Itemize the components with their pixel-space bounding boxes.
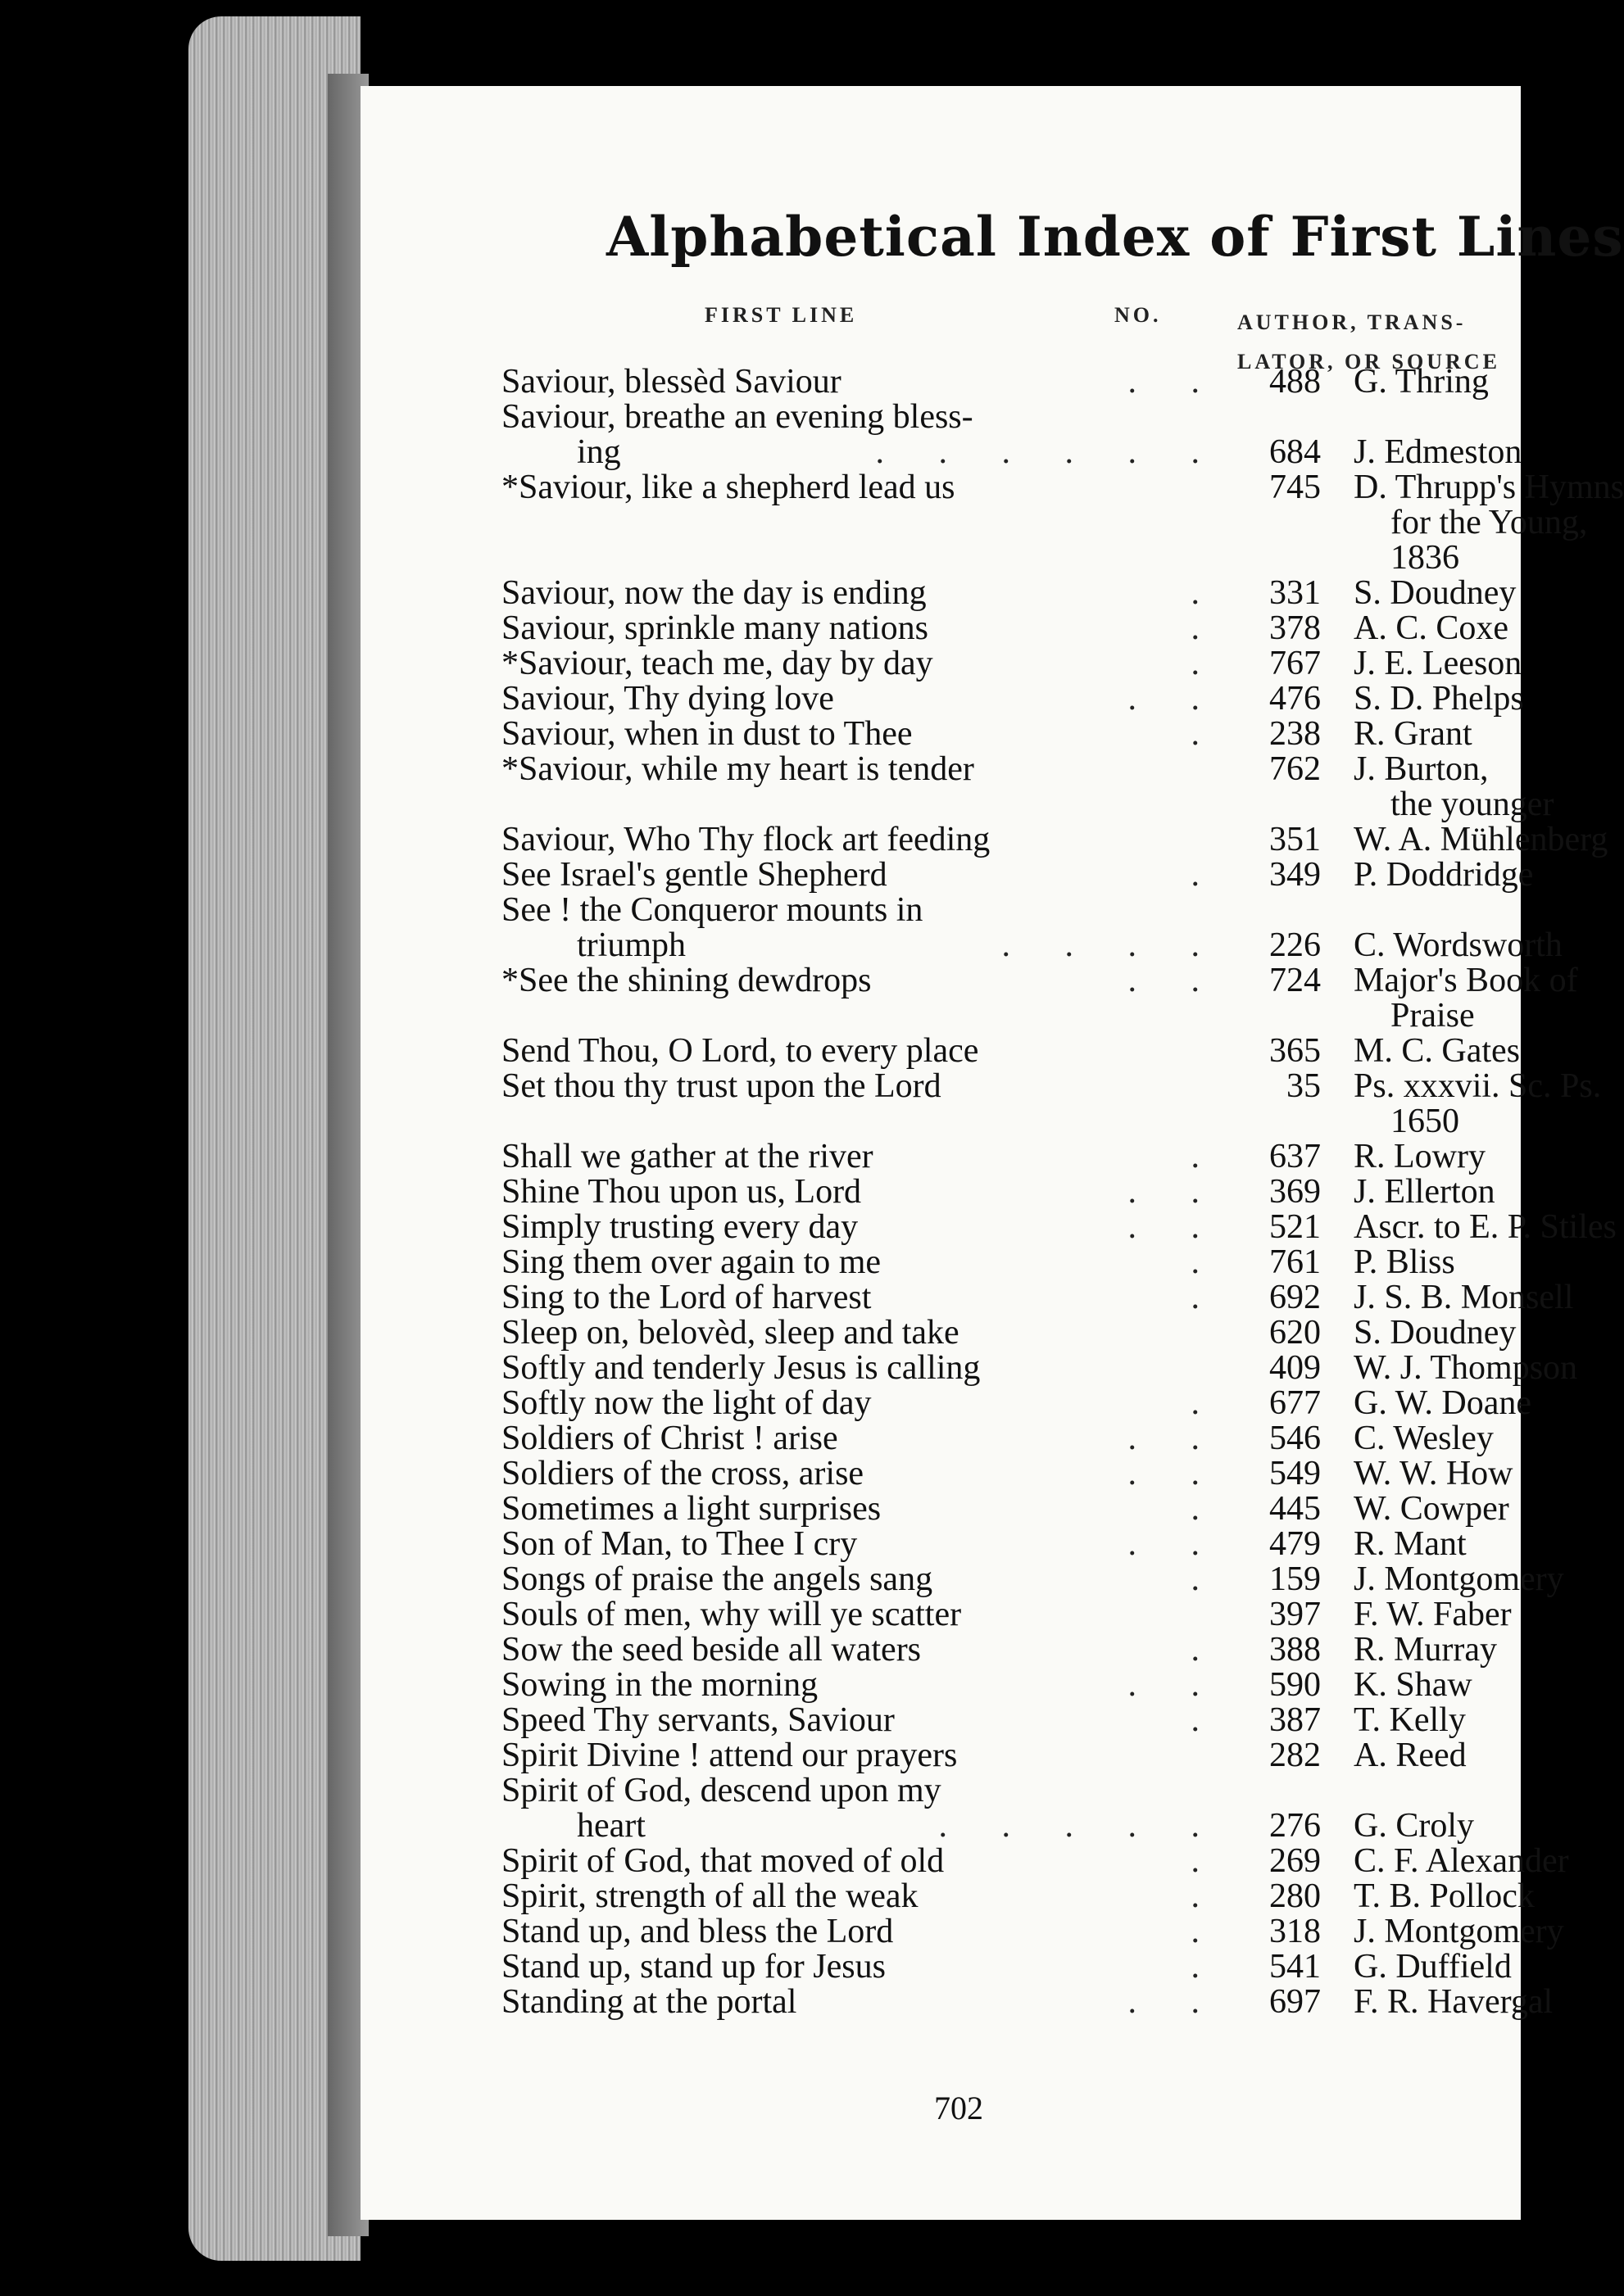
author-source: for the Young, bbox=[1390, 504, 1588, 541]
hymn-number: 365 bbox=[1269, 1032, 1321, 1070]
hymn-number: 331 bbox=[1269, 574, 1321, 612]
first-line-text: Stand up, and bless the Lord bbox=[501, 1913, 894, 1950]
page-heading: Alphabetical Index of First Lines bbox=[606, 205, 1624, 269]
leader-dots: . . bbox=[1127, 1666, 1223, 1704]
index-row bbox=[501, 541, 1567, 576]
author-source: G. Croly bbox=[1354, 1807, 1474, 1845]
first-line-text: *Saviour, while my heart is tender bbox=[501, 750, 974, 788]
leader-dots: . bbox=[1191, 1948, 1223, 1986]
first-line-text: Souls of men, why will ye scatter bbox=[501, 1596, 962, 1633]
first-line-text: Songs of praise the angels sang bbox=[501, 1560, 933, 1598]
leader-dots: . bbox=[1191, 1842, 1223, 1880]
author-source: W. J. Thompson bbox=[1354, 1349, 1578, 1387]
hymn-number: 445 bbox=[1269, 1490, 1321, 1528]
author-source: K. Shaw bbox=[1354, 1666, 1472, 1704]
author-source: J. E. Leeson bbox=[1354, 645, 1522, 682]
author-source: S. Doudney bbox=[1354, 574, 1517, 612]
hymn-number: 745 bbox=[1269, 469, 1321, 506]
column-header-author-line2: LATOR, OR SOURCE bbox=[1237, 350, 1500, 374]
index-row bbox=[501, 1316, 1567, 1351]
index-row bbox=[501, 1104, 1567, 1139]
index-row bbox=[501, 1349, 1578, 1387]
author-source: D. Thrupp's Hymns bbox=[1354, 469, 1624, 506]
first-line-text: Sleep on, belovèd, sleep and take bbox=[501, 1314, 959, 1352]
first-line-text: Spirit Divine ! attend our prayers bbox=[501, 1737, 958, 1774]
hymn-number: 226 bbox=[1269, 926, 1321, 964]
leader-dots: . . . . bbox=[1001, 926, 1223, 964]
index-row bbox=[501, 365, 1567, 400]
first-line-text: heart bbox=[577, 1807, 646, 1845]
leader-dots: . . bbox=[1127, 1208, 1223, 1246]
author-source: 1836 bbox=[1390, 539, 1459, 577]
index-row bbox=[501, 469, 1624, 506]
first-line-text: Sing to the Lord of harvest bbox=[501, 1279, 872, 1316]
column-header-number: NO. bbox=[1114, 303, 1162, 327]
author-source: P. Doddridge bbox=[1354, 856, 1534, 894]
index-row bbox=[501, 787, 1567, 822]
index-row bbox=[501, 962, 1578, 999]
index-row bbox=[501, 717, 1567, 752]
first-line-text: Softly and tenderly Jesus is calling bbox=[501, 1349, 981, 1387]
index-row bbox=[501, 1809, 1567, 1844]
first-line-text: Sometimes a light surprises bbox=[501, 1490, 882, 1528]
index-row bbox=[501, 821, 1608, 858]
author-source: A. Reed bbox=[1354, 1737, 1467, 1774]
author-source: C. Wordsworth bbox=[1354, 926, 1563, 964]
leader-dots: . bbox=[1191, 1877, 1223, 1915]
hymn-number: 620 bbox=[1269, 1314, 1321, 1352]
hymn-number: 762 bbox=[1269, 750, 1321, 788]
hymn-number: 541 bbox=[1269, 1948, 1321, 1986]
first-line-text: Soldiers of Christ ! arise bbox=[501, 1420, 838, 1457]
hymn-number: 35 bbox=[1286, 1067, 1321, 1105]
index-row bbox=[501, 1985, 1567, 2020]
leader-dots: . bbox=[1191, 1490, 1223, 1528]
index-row bbox=[501, 1175, 1567, 1210]
leader-dots: . bbox=[1191, 574, 1223, 612]
hymn-number: 349 bbox=[1269, 856, 1321, 894]
index-row bbox=[501, 858, 1567, 893]
first-line-text: Son of Man, to Thee I cry bbox=[501, 1525, 858, 1563]
hymn-number: 677 bbox=[1269, 1384, 1321, 1422]
first-line-text: Sow the seed beside all waters bbox=[501, 1631, 922, 1669]
author-source: J. Ellerton bbox=[1354, 1173, 1495, 1211]
first-line-text: *See the shining dewdrops bbox=[501, 962, 872, 999]
hymn-number: 387 bbox=[1269, 1701, 1321, 1739]
first-line-text: See ! the Conqueror mounts in bbox=[501, 891, 923, 929]
hymn-number: 280 bbox=[1269, 1877, 1321, 1915]
first-line-text: Saviour, sprinkle many nations bbox=[501, 609, 928, 647]
hymn-number: 590 bbox=[1269, 1666, 1321, 1704]
first-line-text: Sing them over again to me bbox=[501, 1243, 882, 1281]
hymn-number: 546 bbox=[1269, 1420, 1321, 1457]
author-source: P. Bliss bbox=[1354, 1243, 1455, 1281]
first-line-text: Shall we gather at the river bbox=[501, 1138, 873, 1175]
author-source: 1650 bbox=[1390, 1103, 1459, 1140]
leader-dots: . . . . . . bbox=[875, 433, 1223, 471]
index-row bbox=[501, 928, 1567, 963]
leader-dots: . bbox=[1191, 1138, 1223, 1175]
first-line-text: Saviour, now the day is ending bbox=[501, 574, 927, 612]
leader-dots: . . bbox=[1127, 1983, 1223, 2021]
leader-dots: . bbox=[1191, 715, 1223, 753]
author-source: Ps. xxxvii. Sc. Ps. bbox=[1354, 1067, 1602, 1105]
hymn-number: 521 bbox=[1269, 1208, 1321, 1246]
first-line-text: Saviour, breathe an evening bless- bbox=[501, 398, 973, 436]
index-row bbox=[501, 1034, 1567, 1069]
leader-dots: . bbox=[1191, 1701, 1223, 1739]
column-header-author-line1: AUTHOR, TRANS- bbox=[1237, 310, 1467, 334]
leader-dots: . bbox=[1191, 856, 1223, 894]
author-source: R. Murray bbox=[1354, 1631, 1497, 1669]
page-number: 702 bbox=[934, 2090, 983, 2126]
hymn-number: 397 bbox=[1269, 1596, 1321, 1633]
index-row bbox=[501, 611, 1567, 646]
first-line-text: Spirit, strength of all the weak bbox=[501, 1877, 919, 1915]
index-row bbox=[501, 1668, 1567, 1703]
hymn-number: 276 bbox=[1269, 1807, 1321, 1845]
hymn-number: 761 bbox=[1269, 1243, 1321, 1281]
author-source: J. Edmeston bbox=[1354, 433, 1522, 471]
hymn-number: 282 bbox=[1269, 1737, 1321, 1774]
first-line-text: Send Thou, O Lord, to every place bbox=[501, 1032, 979, 1070]
index-row bbox=[501, 1562, 1567, 1597]
index-row bbox=[501, 893, 1567, 928]
index-row bbox=[501, 1245, 1567, 1280]
first-line-text: Saviour, Who Thy flock art feeding bbox=[501, 821, 991, 858]
first-line-text: Standing at the portal bbox=[501, 1983, 797, 2021]
hymn-number: 637 bbox=[1269, 1138, 1321, 1175]
first-line-text: Saviour, Thy dying love bbox=[501, 680, 834, 718]
index-row bbox=[501, 1492, 1567, 1527]
first-line-text: Sowing in the morning bbox=[501, 1666, 819, 1704]
first-line-text: Soldiers of the cross, arise bbox=[501, 1455, 864, 1492]
column-header-first-line: FIRST LINE bbox=[705, 303, 858, 327]
index-row bbox=[501, 1773, 1567, 1809]
author-source: C. F. Alexander bbox=[1354, 1842, 1569, 1880]
hymn-number: 724 bbox=[1269, 962, 1321, 999]
leader-dots: . . bbox=[1127, 363, 1223, 401]
author-source: G. Thring bbox=[1354, 363, 1489, 401]
first-line-text: Simply trusting every day bbox=[501, 1208, 859, 1246]
index-row bbox=[501, 682, 1567, 717]
index-row bbox=[501, 1527, 1567, 1562]
index-row bbox=[501, 1279, 1574, 1316]
first-line-text: Shine Thou upon us, Lord bbox=[501, 1173, 862, 1211]
author-source: Praise bbox=[1390, 997, 1475, 1035]
hymn-number: 351 bbox=[1269, 821, 1321, 858]
first-line-text: *Saviour, like a shepherd lead us bbox=[501, 469, 955, 506]
author-source: R. Lowry bbox=[1354, 1138, 1486, 1175]
index-row bbox=[501, 1738, 1567, 1773]
leader-dots: . . . . . bbox=[938, 1807, 1223, 1845]
hymn-number: 159 bbox=[1269, 1560, 1321, 1598]
index-row bbox=[501, 1633, 1567, 1668]
author-source: Major's Book of bbox=[1354, 962, 1578, 999]
index-row bbox=[501, 1421, 1567, 1456]
hymn-number: 378 bbox=[1269, 609, 1321, 647]
index-row bbox=[501, 400, 1567, 435]
author-source: Ascr. to E. P. Stiles bbox=[1354, 1208, 1617, 1246]
leader-dots: . . bbox=[1127, 680, 1223, 718]
index-row bbox=[501, 646, 1567, 682]
author-source: G. Duffield bbox=[1354, 1948, 1512, 1986]
author-source: R. Mant bbox=[1354, 1525, 1467, 1563]
author-source: J. Montgomery bbox=[1354, 1560, 1564, 1598]
leader-dots: . . bbox=[1127, 1420, 1223, 1457]
hymn-number: 549 bbox=[1269, 1455, 1321, 1492]
leader-dots: . bbox=[1191, 1279, 1223, 1316]
author-source: C. Wesley bbox=[1354, 1420, 1494, 1457]
index-row bbox=[501, 1597, 1567, 1633]
leader-dots: . bbox=[1191, 1913, 1223, 1950]
index-entries bbox=[501, 363, 1624, 2021]
leader-dots: . . bbox=[1127, 1173, 1223, 1211]
index-row bbox=[501, 1067, 1602, 1105]
index-row bbox=[501, 752, 1567, 787]
hymn-number: 488 bbox=[1269, 363, 1321, 401]
author-source: S. D. Phelps bbox=[1354, 680, 1524, 718]
author-source: W. A. Mühlenberg bbox=[1354, 821, 1608, 858]
first-line-text: Spirit of God, that moved of old bbox=[501, 1842, 945, 1880]
index-row bbox=[501, 1914, 1567, 1950]
index-row bbox=[501, 1703, 1567, 1738]
hymn-number: 409 bbox=[1269, 1349, 1321, 1387]
author-source: R. Grant bbox=[1354, 715, 1472, 753]
first-line-text: triumph bbox=[577, 926, 686, 964]
author-source: W. Cowper bbox=[1354, 1490, 1509, 1528]
hymn-number: 692 bbox=[1269, 1279, 1321, 1316]
author-source: the younger bbox=[1390, 786, 1554, 823]
leader-dots: . bbox=[1191, 1243, 1223, 1281]
leader-dots: . bbox=[1191, 1560, 1223, 1598]
hymn-number: 479 bbox=[1269, 1525, 1321, 1563]
book-page bbox=[361, 86, 1624, 2220]
index-row bbox=[501, 999, 1567, 1034]
index-row bbox=[501, 504, 1588, 541]
first-line-text: ing bbox=[577, 433, 621, 471]
author-source: J. Montgomery bbox=[1354, 1913, 1564, 1950]
hymn-number: 476 bbox=[1269, 680, 1321, 718]
author-source: J. S. B. Monsell bbox=[1354, 1279, 1574, 1316]
first-line-text: Stand up, stand up for Jesus bbox=[501, 1948, 886, 1986]
first-line-text: See Israel's gentle Shepherd bbox=[501, 856, 887, 894]
author-source: W. W. How bbox=[1354, 1455, 1513, 1492]
hymn-number: 684 bbox=[1269, 433, 1321, 471]
first-line-text: Speed Thy servants, Saviour bbox=[501, 1701, 895, 1739]
hymn-number: 238 bbox=[1269, 715, 1321, 753]
hymn-number: 388 bbox=[1269, 1631, 1321, 1669]
leader-dots: . bbox=[1191, 609, 1223, 647]
author-source: F. W. Faber bbox=[1354, 1596, 1512, 1633]
author-source: A. C. Coxe bbox=[1354, 609, 1508, 647]
author-source: T. Kelly bbox=[1354, 1701, 1466, 1739]
leader-dots: . bbox=[1191, 1384, 1223, 1422]
hymn-number: 318 bbox=[1269, 1913, 1321, 1950]
first-line-text: Set thou thy trust upon the Lord bbox=[501, 1067, 941, 1105]
first-line-text: Softly now the light of day bbox=[501, 1384, 872, 1422]
leader-dots: . . bbox=[1127, 1455, 1223, 1492]
leader-dots: . . bbox=[1127, 1525, 1223, 1563]
author-source: M. C. Gates bbox=[1354, 1032, 1520, 1070]
index-row bbox=[501, 1844, 1567, 1879]
index-row bbox=[501, 1208, 1617, 1246]
author-source: T. B. Pollock bbox=[1354, 1877, 1535, 1915]
index-row bbox=[501, 1386, 1567, 1421]
index-row bbox=[501, 1879, 1567, 1914]
index-row bbox=[501, 576, 1567, 611]
first-line-text: *Saviour, teach me, day by day bbox=[501, 645, 933, 682]
leader-dots: . bbox=[1191, 1631, 1223, 1669]
index-row bbox=[501, 1139, 1567, 1175]
first-line-text: Saviour, when in dust to Thee bbox=[501, 715, 913, 753]
hymn-number: 767 bbox=[1269, 645, 1321, 682]
author-source: G. W. Doane bbox=[1354, 1384, 1531, 1422]
index-row bbox=[501, 1950, 1567, 1985]
leader-dots: . bbox=[1191, 645, 1223, 682]
hymn-number: 369 bbox=[1269, 1173, 1321, 1211]
hymn-number: 697 bbox=[1269, 1983, 1321, 2021]
author-source: F. R. Havergal bbox=[1354, 1983, 1554, 2021]
author-source: S. Doudney bbox=[1354, 1314, 1517, 1352]
hymn-number: 269 bbox=[1269, 1842, 1321, 1880]
first-line-text: Spirit of God, descend upon my bbox=[501, 1772, 941, 1809]
leader-dots: . . bbox=[1127, 962, 1223, 999]
index-row bbox=[501, 1456, 1567, 1492]
author-source: J. Burton, bbox=[1354, 750, 1489, 788]
first-line-text: Saviour, blessèd Saviour bbox=[501, 363, 841, 401]
index-row bbox=[501, 435, 1567, 470]
